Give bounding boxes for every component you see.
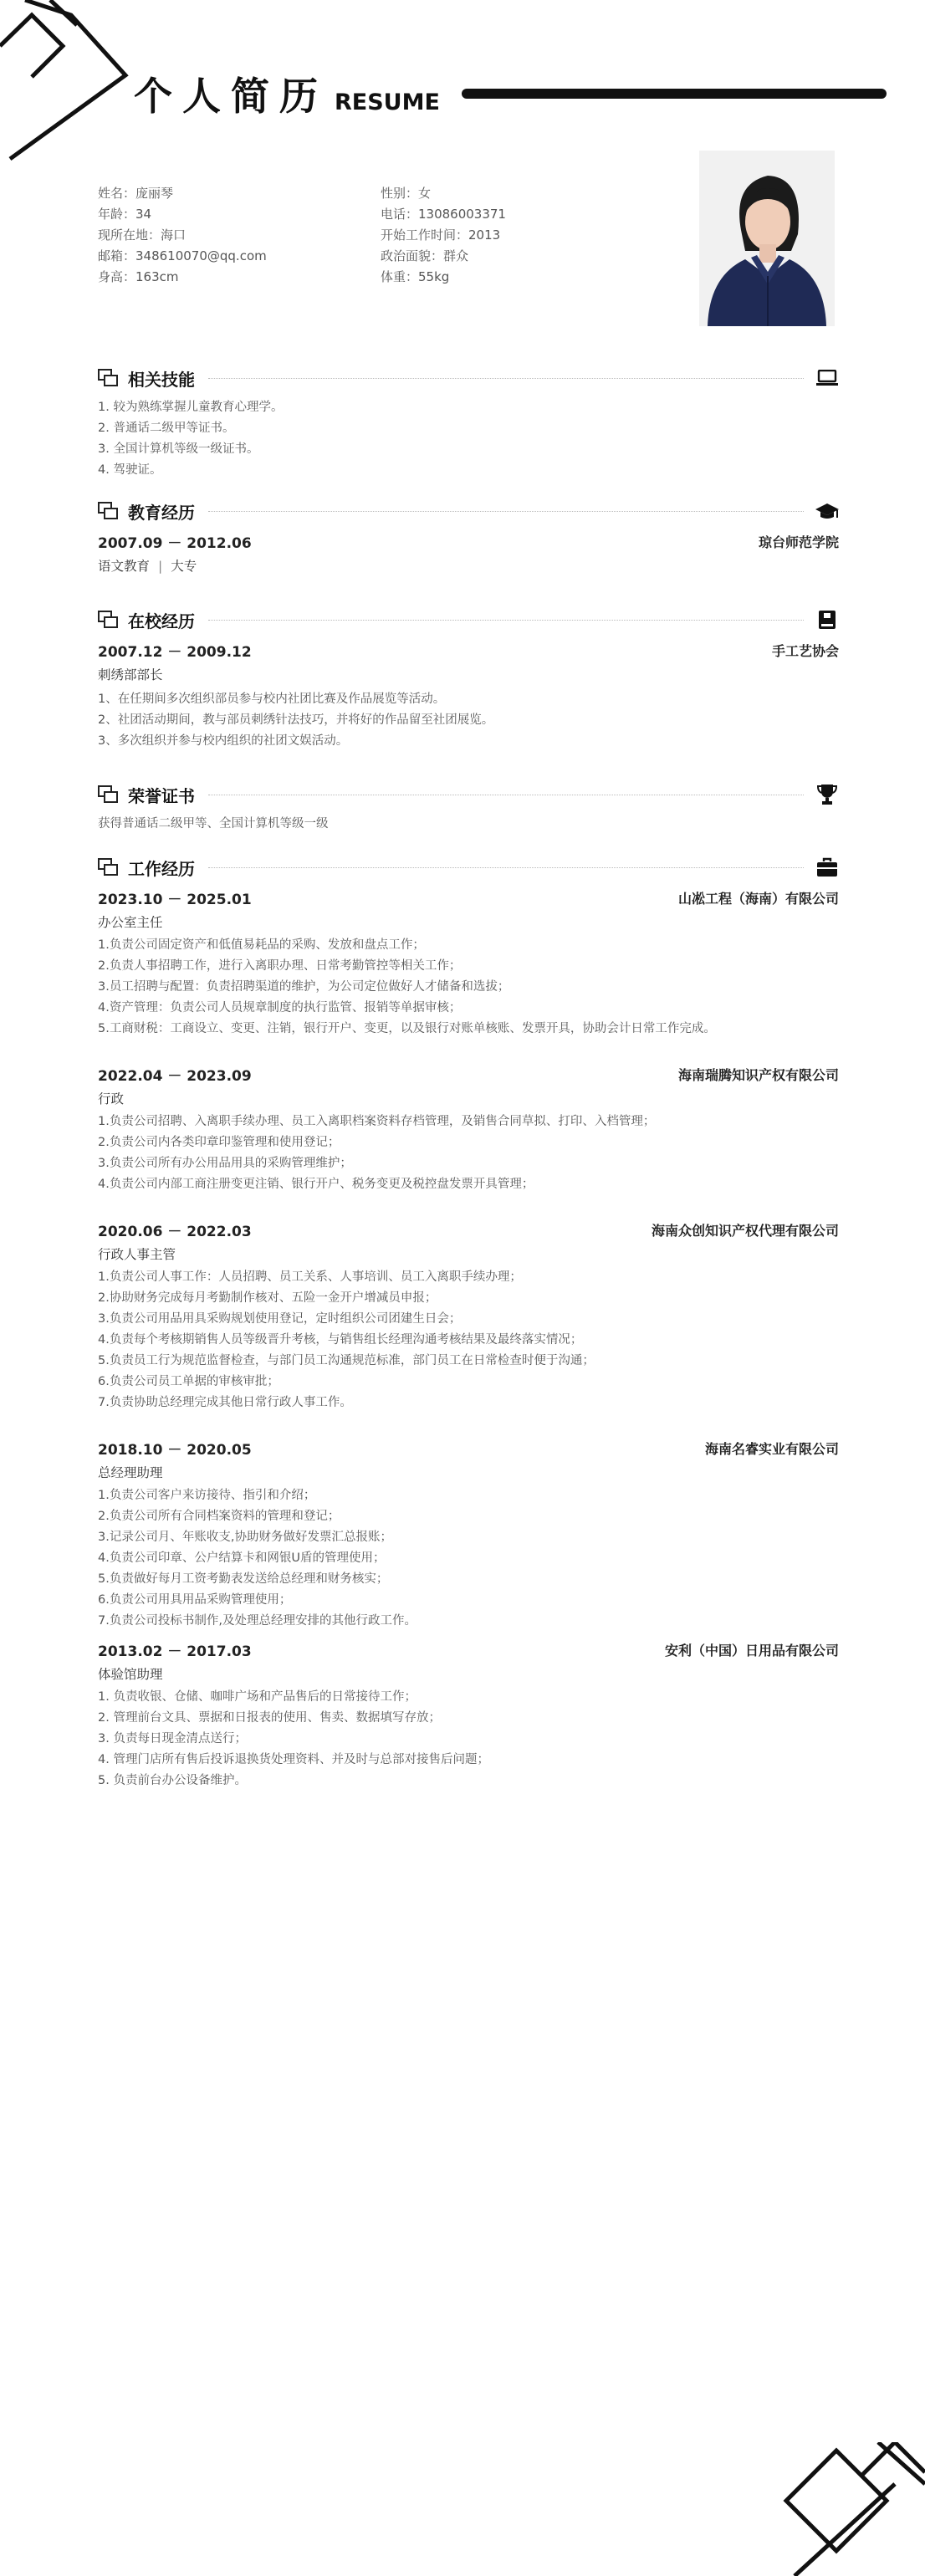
profile-photo	[699, 151, 835, 326]
entry-role: 行政	[98, 1091, 125, 1107]
entry-date: 2007.12 － 2009.12	[98, 643, 252, 661]
section-squares-icon	[98, 369, 120, 387]
book-icon	[815, 609, 839, 631]
section-title: 在校经历	[128, 611, 195, 631]
entry-header	[98, 1061, 839, 1086]
section-title: 教育经历	[128, 502, 195, 523]
entry-date: 2007.09 － 2012.06	[98, 534, 252, 552]
list-item: 4. 驾驶证。	[98, 463, 162, 477]
entry-role: 办公室主任	[98, 915, 163, 930]
list-item: 2、社团活动期间，教与部员刺绣针法技巧，并将好的作品留至社团展览。	[98, 713, 494, 727]
section-divider	[208, 511, 804, 512]
info-row	[98, 224, 683, 245]
list-item: 5.负责员工行为规范监督检查，与部门员工沟通规范标准，部门员工在日常检查时便于沟通；	[98, 1354, 595, 1367]
bottom-right-decoration	[769, 2442, 925, 2576]
entry-header	[98, 885, 839, 910]
honors-list	[98, 814, 839, 835]
entry-organization: 琼台师范学院	[758, 534, 839, 550]
list-item: 4.负责公司印章、公户结算卡和网银U盾的管理使用；	[98, 1551, 386, 1565]
entry-role: 总经理助理	[98, 1465, 163, 1480]
list-item: 1.负责公司客户来访接待、指引和介绍；	[98, 1489, 316, 1502]
list-item: 1. 较为熟练掌握儿童教育心理学。	[98, 401, 284, 414]
info-row	[98, 182, 683, 203]
list-item: 5.工商财税：工商设立、变更、注销，银行开户、变更，以及银行对账单核账、发票开具，协助会计日常工作完成。	[98, 1022, 716, 1035]
list-item: 3.负责公司用品用具采购规划使用登记，定时组织公司团建生日会；	[98, 1312, 462, 1326]
section-divider	[208, 867, 804, 868]
list-item: 3.负责公司所有办公用品用具的采购管理维护；	[98, 1157, 352, 1170]
list-item: 3. 全国计算机等级一级证书。	[98, 442, 259, 456]
list-item: 3.员工招聘与配置：负责招聘渠道的维护，为公司定位做好人才储备和选拔；	[98, 980, 510, 994]
info-phone: 电话：13086003371	[381, 207, 506, 222]
entry-organization: 安利（中国）日用品有限公司	[664, 1642, 839, 1659]
section-header	[98, 855, 839, 880]
list-item: 2.负责公司内各类印章印鉴管理和使用登记；	[98, 1136, 340, 1149]
entry-organization: 海南名睿实业有限公司	[704, 1440, 839, 1457]
graduation-cap-icon	[815, 500, 839, 522]
entry-organization: 海南瑞腾知识产权有限公司	[677, 1066, 839, 1083]
entry-organization: 山凇工程（海南）有限公司	[677, 890, 839, 907]
list-item: 5. 负责前台办公设备维护。	[98, 1774, 247, 1787]
education-major: 语文教育	[98, 559, 151, 574]
info-weight: 体重：55kg	[381, 269, 450, 284]
section-squares-icon	[98, 502, 120, 520]
education-detail	[98, 554, 839, 579]
list-item: 2.负责人事招聘工作，进行入离职办理、日常考勤管控等相关工作；	[98, 959, 462, 973]
info-email: 邮箱：348610070@qq.com	[98, 248, 267, 263]
skills-section	[98, 365, 839, 481]
laptop-icon	[815, 367, 839, 389]
list-item: 4.负责每个考核期销售人员等级晋升考核，与销售组长经理沟通考核结果及最终落实情况；	[98, 1333, 583, 1347]
info-start-year: 开始工作时间：2013	[381, 227, 501, 243]
campus-list	[98, 689, 839, 752]
work-section	[98, 855, 839, 1813]
list-item: 7.负责公司投标书制作,及处理总经理安排的其他行政工作。	[98, 1614, 417, 1628]
entry-header	[98, 1637, 839, 1662]
info-location: 现所在地：海口	[98, 227, 187, 243]
list-item: 7.负责协助总经理完成其他日常行政人事工作。	[98, 1396, 352, 1409]
list-item: 2. 管理前台文具、票据和日报表的使用、售卖、数据填写存放；	[98, 1711, 441, 1725]
info-age: 年龄：34	[98, 207, 152, 222]
job-entry	[98, 1435, 839, 1632]
education-section	[98, 498, 839, 579]
entry-organization: 手工艺协会	[771, 642, 839, 659]
entry-organization: 海南众创知识产权代理有限公司	[651, 1222, 839, 1239]
section-divider	[208, 378, 804, 379]
list-item: 6.负责公司员工单据的审核审批；	[98, 1375, 279, 1388]
section-divider	[208, 620, 804, 621]
section-squares-icon	[98, 858, 120, 877]
section-title: 相关技能	[128, 369, 195, 390]
section-title: 荣誉证书	[128, 785, 195, 806]
list-item: 2.负责公司所有合同档案资料的管理和登记；	[98, 1510, 340, 1523]
info-height: 身高：163cm	[98, 269, 179, 284]
entry-role: 行政人事主管	[98, 1247, 176, 1262]
job-entry	[98, 885, 839, 1040]
info-row	[98, 245, 683, 266]
list-item: 1、在任期间多次组织部员参与校内社团比赛及作品展览等活动。	[98, 693, 446, 706]
section-header	[98, 607, 839, 632]
list-item: 5.负责做好每月工资考勤表发送给总经理和财务核实；	[98, 1572, 389, 1586]
entry-header	[98, 1435, 839, 1460]
list-item: 4.负责公司内部工商注册变更注销、银行开户、税务变更及税控盘发票开具管理；	[98, 1178, 534, 1191]
info-row	[98, 203, 683, 224]
entry-role: 刺绣部部长	[98, 667, 163, 682]
title-chinese: 个人简历	[134, 74, 328, 119]
entry-header	[98, 637, 839, 662]
list-item: 1.负责公司招聘、入离职手续办理、员工入离职档案资料存档管理，及销售合同草拟、打印、入档管理；	[98, 1115, 656, 1128]
section-header	[98, 782, 839, 807]
job-entry	[98, 1217, 839, 1413]
list-item: 1. 负责收银、仓储、咖啡广场和产品售后的日常接待工作；	[98, 1690, 417, 1704]
top-left-decoration	[0, 0, 142, 167]
list-item: 1.负责公司人事工作：人员招聘、员工关系、人事培训、员工入离职手续办理；	[98, 1270, 522, 1284]
header-bar	[462, 89, 887, 99]
list-item: 3. 负责每日现金清点送行；	[98, 1732, 247, 1745]
entry-date: 2018.10 － 2020.05	[98, 1441, 252, 1459]
personal-info	[98, 182, 683, 287]
list-item: 3.记录公司月、年账收支,协助财务做好发票汇总报账；	[98, 1531, 392, 1544]
info-row	[98, 266, 683, 287]
list-item: 4. 管理门店所有售后投诉退换货处理资料、并及时与总部对接售后问题；	[98, 1753, 489, 1766]
separator: |	[158, 559, 163, 574]
briefcase-icon	[815, 856, 839, 878]
entry-header	[98, 529, 839, 554]
entry-role: 体验馆助理	[98, 1667, 163, 1682]
trophy-icon	[815, 784, 839, 805]
section-title: 工作经历	[128, 858, 195, 879]
honors-text: 获得普通话二级甲等、全国计算机等级一级	[98, 817, 329, 831]
job-entry	[98, 1637, 839, 1791]
info-name: 姓名：庞丽琴	[98, 186, 174, 201]
list-item: 2.协助财务完成每月考勤制作核对、五险一金开户增减员申报；	[98, 1291, 437, 1305]
list-item: 2. 普通话二级甲等证书。	[98, 422, 235, 435]
section-squares-icon	[98, 785, 120, 804]
entry-date: 2023.10 － 2025.01	[98, 891, 252, 908]
list-item: 1.负责公司固定资产和低值易耗品的采购、发放和盘点工作；	[98, 938, 425, 952]
section-squares-icon	[98, 611, 120, 629]
list-item: 6.负责公司用具用品采购管理使用；	[98, 1593, 292, 1607]
entry-date: 2020.06 － 2022.03	[98, 1223, 252, 1240]
info-political: 政治面貌：群众	[381, 248, 469, 263]
entry-header	[98, 1217, 839, 1242]
title-english: RESUME	[335, 89, 440, 115]
list-item: 3、多次组织并参与校内组织的社团文娱活动。	[98, 734, 349, 748]
skills-list	[98, 397, 839, 481]
resume-header	[134, 57, 440, 119]
entry-date: 2013.02 － 2017.03	[98, 1643, 252, 1660]
section-header	[98, 498, 839, 524]
job-entry	[98, 1061, 839, 1195]
honors-section	[98, 782, 839, 835]
list-item: 4.资产管理：负责公司人员规章制度的执行监管、报销等单据审核；	[98, 1001, 462, 1015]
section-header	[98, 365, 839, 391]
info-gender: 性别：女	[381, 186, 432, 201]
campus-section	[98, 607, 839, 752]
education-degree: 大专	[171, 559, 197, 574]
entry-date: 2022.04 － 2023.09	[98, 1067, 252, 1085]
